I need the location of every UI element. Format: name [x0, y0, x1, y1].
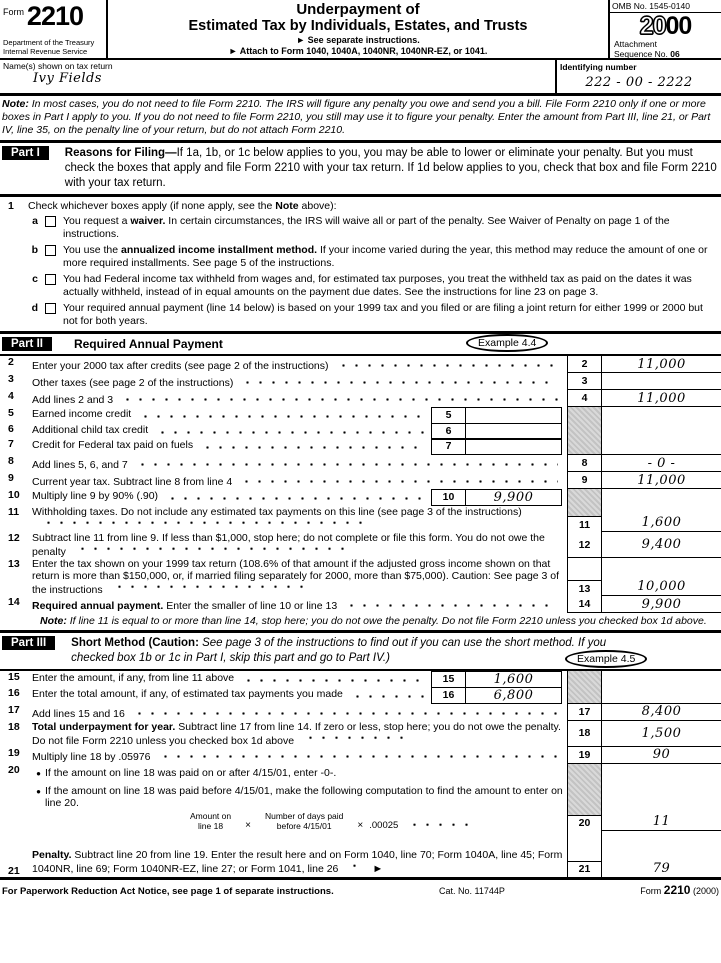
line-16-row — [0, 687, 567, 704]
lines-10-11-block — [0, 489, 721, 532]
line-3-amount[interactable] — [602, 373, 721, 390]
line-7-numbox: 7 — [432, 439, 466, 454]
line1-number: 1 — [8, 200, 14, 212]
line-12-numbox: 12 — [567, 532, 602, 558]
footer-form-year: (2000) — [692, 885, 719, 896]
form-title-block — [108, 0, 608, 58]
line-20-bullet1: ● If the amount on line 18 was paid on or after 4/15/01, enter -0-. — [32, 767, 564, 780]
dot-leader — [302, 733, 412, 744]
line-15-amount[interactable]: 1,600 — [493, 672, 534, 687]
line-3-row — [0, 373, 721, 390]
item-letter: c — [32, 273, 38, 285]
line-16-amount[interactable]: 6,800 — [493, 687, 534, 703]
dot-leader — [199, 441, 425, 454]
line-19-amount[interactable]: 90 — [602, 747, 721, 764]
line-2-label: Enter your 2000 tax after credits (see page 2 of the instructions) — [32, 360, 329, 372]
line-11-row — [0, 506, 567, 532]
lines-15-16-block — [0, 671, 721, 704]
line-18-lead: Total underpayment for year. — [32, 720, 176, 733]
dot-leader — [343, 599, 558, 612]
line-3-label: Other taxes (see page 2 of the instructions) — [32, 377, 234, 389]
line-14-row — [0, 596, 721, 613]
line-number: 19 — [8, 746, 20, 759]
empty-cell — [568, 558, 601, 580]
form-footer — [0, 880, 721, 897]
line-6-label: Additional child tax credit — [32, 423, 149, 436]
line-20-row — [0, 764, 721, 831]
form-number: 2210 — [26, 1, 83, 31]
line-2-row — [0, 356, 721, 373]
tax-year-solid: 00 — [665, 12, 692, 40]
line-9-row — [0, 472, 721, 489]
note-text: In most cases, you do not need to file Form 2210. The IRS will figure any penalty you owe and send you a bill. File Form 2210 only if one or more boxes in Part I apply to you. If you do not need to file Form 2210, you still may use it to figure your penalty. Enter the amount from Part III, line 21, or Part IV, line 35, on the penalty line of your return, but do not attach Form 2210. — [2, 98, 711, 136]
sequence-number-value: 06 — [670, 49, 680, 59]
line-13-label: Enter the tax shown on your 1999 tax return (108.6% of that amount if the adjusted gross income shown on that return is more than $150,000, or, if married filing separately for 2000, more than $75,000). Caution: See page 3 of the instructions — [32, 558, 560, 596]
line-number: 6 — [8, 422, 14, 435]
bullet-icon: ● — [36, 768, 41, 778]
line-10-row — [0, 489, 567, 506]
example-4-4-annotation: Example 4.4 — [466, 334, 548, 352]
line-11-numcol — [567, 489, 602, 532]
line-16-label: Enter the total amount, if any, of estimated tax payments you made — [32, 687, 343, 700]
checkbox-1a[interactable] — [45, 216, 56, 227]
name-field[interactable] — [0, 60, 555, 93]
line-number: 20 — [8, 763, 20, 776]
formula-rate: .00025 — [369, 819, 399, 831]
omb-year-block — [608, 0, 721, 58]
line-number: 14 — [8, 596, 20, 608]
line-4-amount[interactable]: 11,000 — [602, 390, 721, 407]
checkbox-row-1d — [2, 302, 719, 328]
form-title-line2: Estimated Tax by Individuals, Estates, and Trusts — [188, 18, 528, 34]
part1-title-lead: Reasons for Filing— — [64, 147, 177, 159]
item-letter: d — [31, 302, 38, 314]
identifying-number-field[interactable] — [555, 60, 721, 93]
line-12-row — [0, 532, 721, 558]
part3-title-bold: Short Method (Caution: — [71, 637, 199, 649]
line-7-entrybox — [431, 438, 562, 455]
line-6-entrybox — [431, 423, 562, 440]
dot-leader — [154, 426, 425, 439]
line-14-numbox: 14 — [567, 596, 602, 613]
taxpayer-row — [0, 60, 721, 93]
dot-leader — [40, 518, 370, 529]
shaded-cell — [567, 407, 602, 455]
line-18-label: Subtract line 17 from line 14. If zero or less, stop here; you do not owe the penalty. Do not file Form 2210 unless you checked box 1d above — [32, 720, 561, 747]
line-5-label: Earned income credit — [32, 408, 132, 420]
line-number: 2 — [8, 356, 14, 368]
line-5-entrybox — [431, 407, 562, 424]
part3-table — [0, 671, 721, 877]
empty-amount-area — [602, 407, 721, 455]
note-paragraph — [0, 96, 721, 140]
dot-leader — [346, 861, 366, 872]
line-14-note-text: If line 11 is equal to or more than line 14, stop here; you do not owe the penalty. Do not file Form 2210 unless you checked box 1d above. — [66, 615, 707, 627]
line-8-label: Add lines 5, 6, and 7 — [32, 459, 128, 471]
sequence-number: Sequence No. 06 — [614, 49, 680, 59]
item-1b-text: You use the annualized income installment method. If your income varied during the year, this method may reduce the amount of one or more required installments. See page 5 of the instructions. — [63, 244, 708, 269]
see-instructions-note: ► See separate instructions. — [296, 35, 420, 45]
item-1c-text: You had Federal income tax withheld from wages and, for estimated tax purposes, you treat the withheld tax as paid on the dates it was actually withheld, instead of in equal amounts on the payment due dates. See the instructions for line 23 on page 3. — [63, 273, 692, 298]
part3-header — [0, 633, 721, 669]
line-6-row — [0, 423, 567, 440]
example-4-5-annotation: Example 4.5 — [565, 650, 647, 668]
identifying-number-value[interactable]: 222 - 00 - 2222 — [585, 75, 693, 90]
line-18-numbox: 18 — [567, 721, 602, 747]
line-6-amount[interactable] — [466, 424, 561, 439]
dot-leader — [134, 458, 558, 471]
line-20-numcol — [567, 764, 602, 831]
line-2-numbox: 2 — [567, 356, 602, 373]
line-17-label: Add lines 15 and 16 — [32, 707, 125, 720]
checkbox-1c[interactable] — [45, 274, 56, 285]
dot-leader — [157, 750, 559, 763]
line-15-label: Enter the amount, if any, from line 11 above — [32, 672, 235, 684]
name-label: Name(s) shown on tax return — [3, 61, 113, 71]
note-lead: Note: — [2, 98, 29, 110]
footer-form-id: Form 2210 (2000) — [640, 882, 719, 897]
line-15-row — [0, 671, 567, 688]
line-15-entrybox — [431, 671, 562, 688]
line1-intro-text: Check whichever boxes apply (if none apply, see the Note above): — [28, 200, 337, 212]
part3-title-text: Short Method (Caution: See page 3 of the instructions to find out if you can use the short method. If you checked box 1b or 1c in Part I, skip this part and go to Part IV.) — [71, 637, 607, 664]
line-14-label: Required annual payment. Enter the smaller of line 10 or line 13 — [32, 600, 338, 612]
line-number: 16 — [8, 686, 20, 699]
part1-title-text: Reasons for Filing—If 1a, 1b, or 1c below applies to you, you may be able to lower or eliminate your penalty. But you must check the boxes that apply and file Form 2210 with your tax return. If 1d below applies to you, check that box and file Form 2210 with your tax return. — [64, 147, 717, 189]
part2-title: Required Annual Payment — [73, 337, 223, 351]
dot-leader — [119, 393, 558, 406]
bullet-icon: ● — [36, 786, 41, 796]
dot-leader — [335, 359, 559, 372]
line-21-numbox: 21 — [568, 861, 601, 877]
line1-intro — [2, 200, 719, 212]
form-title-line1: Underpayment of — [296, 1, 420, 18]
dot-leader — [164, 492, 425, 505]
line-number: 18 — [8, 720, 20, 733]
item-letter: b — [31, 244, 38, 256]
dot-leader — [349, 690, 425, 703]
line-3-numbox: 3 — [567, 373, 602, 390]
line-number: 7 — [8, 438, 14, 450]
form-word: Form — [3, 7, 24, 17]
line-21-row — [0, 831, 721, 877]
line-number: 3 — [8, 373, 14, 385]
line-16-numbox: 16 — [432, 688, 466, 703]
line-11-numbox: 11 — [568, 516, 601, 532]
dot-leader — [137, 410, 425, 423]
line-13-row — [0, 558, 721, 596]
line-14-note — [0, 613, 721, 630]
line-2-amount[interactable]: 11,000 — [602, 356, 721, 373]
tax-year-outline: 20 — [639, 12, 666, 40]
checkbox-1d[interactable] — [45, 303, 56, 314]
line-21-label: Subtract line 20 from line 19. Enter the result here and on Form 1040, line 70; Form 1040A, line 45; Form 1040NR, line 69; Form 1040NR-EZ, line 27; or Form 1041, line 26 — [32, 848, 563, 875]
formula-amount-label: Amount on line 18 — [190, 810, 232, 831]
line1-block — [0, 197, 721, 331]
line-8-numbox: 8 — [567, 455, 602, 472]
line-20-bullet2: ● If the amount on line 18 was paid before 4/15/01, make the following computation to find the amount to enter on line 20. — [32, 785, 564, 809]
line-20-amount[interactable]: 11 — [602, 764, 721, 831]
line-10-label: Multiply line 9 by 90% (.90) — [32, 490, 159, 502]
line-19-numbox: 19 — [567, 747, 602, 764]
line-13-numbox: 13 — [568, 580, 601, 596]
line-10-amount[interactable]: 9,900 — [493, 490, 534, 505]
line-number: 17 — [8, 703, 20, 716]
catalog-number: Cat. No. 11744P — [439, 885, 505, 896]
dept-line1: Department of the Treasury — [3, 38, 95, 47]
item-letter: a — [32, 215, 38, 227]
form-number-block — [0, 0, 108, 58]
line-20-formula — [182, 811, 564, 831]
checkbox-row-1c — [2, 273, 719, 299]
part2-label: Part II — [2, 337, 52, 351]
dot-leader — [240, 674, 425, 687]
line-10-entrybox — [431, 489, 562, 506]
line-17-row — [0, 704, 721, 721]
part3-label: Part III — [2, 636, 55, 650]
line-5-row — [0, 407, 567, 424]
line-4-numbox: 4 — [567, 390, 602, 407]
line-5-amount[interactable] — [466, 408, 561, 423]
checkbox-row-1a — [2, 215, 719, 241]
part1-header — [0, 143, 721, 194]
dot-leader — [131, 707, 558, 720]
part1-label: Part I — [2, 146, 49, 160]
line-17-amount[interactable]: 8,400 — [602, 704, 721, 721]
line-number: 11 — [8, 506, 20, 518]
line-9-numbox: 9 — [567, 472, 602, 489]
line-4-row — [0, 390, 721, 407]
line-number: 5 — [8, 407, 14, 419]
line-12-amount[interactable]: 9,400 — [602, 532, 721, 558]
identifying-number-label: Identifying number — [560, 62, 637, 72]
line-7-label: Credit for Federal tax paid on fuels — [32, 439, 194, 451]
line-9-label: Current year tax. Subtract line 8 from line 4 — [32, 476, 233, 488]
part2-header — [0, 334, 721, 354]
line-number: 15 — [8, 671, 20, 683]
line-number: 12 — [8, 532, 20, 544]
line-5-numbox: 5 — [432, 408, 466, 423]
line-13-amount[interactable]: 10,000 — [602, 558, 721, 596]
line-17-numbox: 17 — [567, 704, 602, 721]
checkbox-row-1b — [2, 244, 719, 270]
line-7-row — [0, 438, 567, 455]
line-18-amount[interactable]: 1,500 — [602, 721, 721, 747]
line-4-label: Add lines 2 and 3 — [32, 394, 114, 406]
dot-leader — [74, 544, 344, 555]
item-1a-text: You request a waiver. In certain circumstances, the IRS will waive all or part of the penalty. See Waiver of Penalty on page 1 of the instructions. — [63, 215, 670, 240]
line-14-amount[interactable]: 9,900 — [602, 596, 721, 613]
empty-amount-area — [602, 671, 721, 704]
line-16-entrybox — [431, 687, 562, 704]
line-8-row — [0, 455, 721, 472]
right-arrow-icon: ► — [372, 862, 384, 875]
item-1d-text: Your required annual payment (line 14 below) is based on your 1999 tax and you filed or are filing a joint return for either 1999 or 2000 but not for both years. — [63, 302, 703, 327]
formula-days-label: Number of days paid before 4/15/01 — [264, 810, 344, 831]
lines-5-7-block — [0, 407, 721, 455]
multiply-icon: × — [245, 819, 251, 831]
line-18-row — [0, 721, 721, 747]
line-19-label: Multiply line 18 by .05976 — [32, 750, 151, 763]
paperwork-notice: For Paperwork Reduction Act Notice, see page 1 of separate instructions. — [2, 885, 334, 897]
line-21-amount[interactable]: 79 — [652, 860, 671, 876]
attachment-label: Attachment — [614, 39, 657, 49]
line-number: 4 — [8, 390, 14, 402]
line-10-numbox: 10 — [432, 490, 466, 505]
tax-year — [610, 13, 721, 39]
shaded-cell — [568, 764, 601, 815]
line-11-amount[interactable]: 1,600 — [602, 489, 721, 532]
line-7-amount[interactable] — [466, 439, 561, 454]
line-19-row — [0, 747, 721, 764]
dot-leader — [238, 475, 558, 488]
omb-number: OMB No. 1545-0140 — [610, 0, 721, 13]
attach-to-note: ► Attach to Form 1040, 1040A, 1040NR, 1040NR-EZ, or 1041. — [228, 46, 488, 56]
empty-cell — [568, 831, 601, 861]
line-number: 13 — [8, 558, 20, 570]
dot-leader — [111, 582, 311, 593]
line-21-lead: Penalty. — [32, 848, 72, 861]
line-11-label: Withholding taxes. Do not include any estimated tax payments on this line (see page 3 of the instructions) — [32, 506, 522, 518]
line-8-amount[interactable]: - 0 - — [602, 455, 721, 472]
line-9-amount[interactable]: 11,000 — [602, 472, 721, 489]
line-20-numbox: 20 — [568, 815, 601, 831]
name-value[interactable]: Ivy Fields — [33, 71, 102, 86]
shaded-cell — [568, 489, 601, 516]
line-number: 10 — [8, 489, 20, 501]
dept-line2: Internal Revenue Service — [3, 47, 88, 56]
line-15-numbox: 15 — [432, 672, 466, 687]
line-21-numcol — [567, 831, 602, 877]
line-number: 21 — [8, 864, 20, 877]
part2-table — [0, 356, 721, 630]
dot-leader — [239, 376, 558, 389]
footer-form-number: 2210 — [663, 882, 691, 897]
line-13-numcol — [567, 558, 602, 596]
line-number: 8 — [8, 455, 14, 467]
line-14-note-lead: Note: — [40, 615, 67, 627]
dot-leader — [406, 820, 476, 831]
multiply-icon: × — [357, 819, 364, 831]
form-header — [0, 0, 721, 60]
line-12-label: Subtract line 11 from line 9. If less than $1,000, stop here; do not complete or file this form. You do not owe the penalty — [32, 532, 545, 558]
line-6-numbox: 6 — [432, 424, 466, 439]
line-number: 9 — [8, 472, 14, 484]
shaded-cell — [567, 671, 602, 704]
checkbox-1b[interactable] — [45, 245, 56, 256]
